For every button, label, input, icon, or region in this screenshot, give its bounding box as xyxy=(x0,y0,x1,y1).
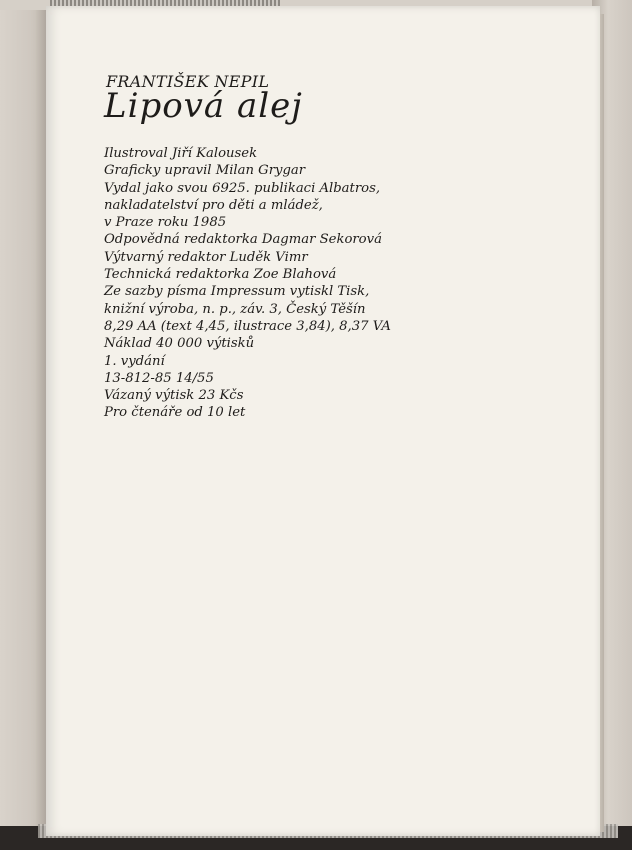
colophon-line: Vázaný výtisk 23 Kčs xyxy=(104,388,244,404)
colophon-line: Ze sazby písma Impressum vytiskl Tisk, xyxy=(104,284,370,300)
colophon-line: Pro čtenáře od 10 let xyxy=(104,405,246,421)
colophon-line: Odpovědná redaktorka Dagmar Sekorová xyxy=(104,232,382,248)
book-title: Lipová alej xyxy=(104,86,303,126)
colophon-line: nakladatelství pro děti a mládež, xyxy=(104,197,323,213)
colophon-line: 13-812-85 14/55 xyxy=(104,370,214,386)
colophon-line: Náklad 40 000 výtisků xyxy=(104,336,255,352)
colophon-line: Vydal jako svou 6925. publikaci Albatros, xyxy=(104,180,381,196)
colophon-line: knižní výroba, n. p., záv. 3, Český Těšín xyxy=(104,301,366,317)
author-name: FRANTIŠEK NEPIL xyxy=(106,72,270,91)
colophon-line: v Praze roku 1985 xyxy=(104,215,227,231)
colophon-line: Ilustroval Jiří Kalousek xyxy=(104,146,258,161)
colophon-line: 1. vydání xyxy=(104,353,165,369)
colophon-line: Výtvarný redaktor Luděk Vimr xyxy=(104,249,308,265)
colophon xyxy=(104,145,391,422)
colophon-line: Graficky upravil Milan Grygar xyxy=(104,163,306,179)
colophon-line: 8,29 AA (text 4,45, ilustrace 3,84), 8,37 VA xyxy=(104,318,391,334)
colophon-line: Technická redaktorka Zoe Blahová xyxy=(104,267,337,283)
